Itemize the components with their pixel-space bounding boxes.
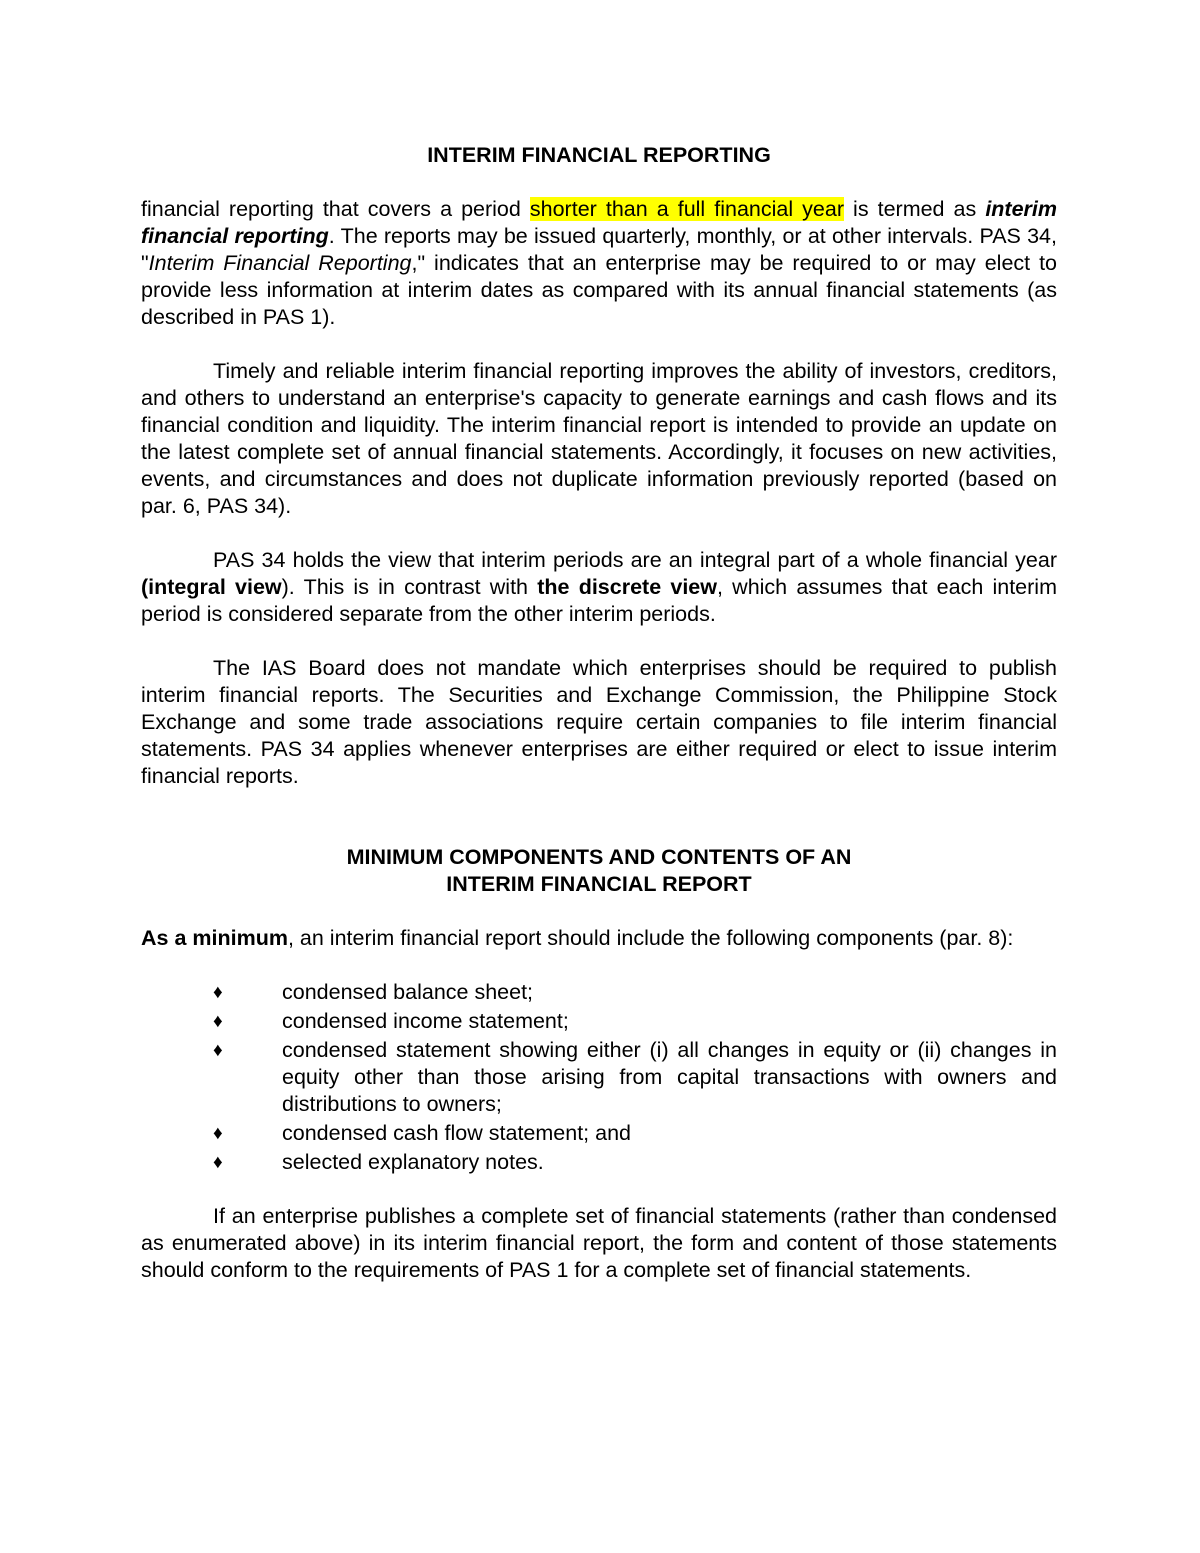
- diamond-bullet-icon: ♦: [213, 982, 223, 1003]
- diamond-bullet-icon: ♦: [213, 1011, 223, 1032]
- list-item: ♦ condensed statement showing either (i) all changes in equity or (ii) changes in equity other than those arising from capital transactions with owners and distributions to owners;: [141, 1037, 1057, 1118]
- list-item: ♦ condensed cash flow statement; and: [141, 1120, 1057, 1147]
- section-heading-line1: MINIMUM COMPONENTS AND CONTENTS OF AN: [346, 845, 852, 869]
- document-title: INTERIM FINANCIAL REPORTING: [427, 143, 771, 167]
- discrete-view-term: the discrete view: [537, 575, 717, 599]
- paragraph-ias-board: The IAS Board does not mandate which enterprises should be required to publish interim financial reports. The Securities and Exchange Commission, the Philippine Stock Exchange and some trade associations require certain companies to file interim financial statements. PAS 34 applies whenever enterprises are either required or elect to issue interim financial reports.: [141, 656, 1057, 788]
- key-term: interim financial reporting: [141, 197, 1057, 248]
- diamond-bullet-icon: ♦: [213, 1123, 223, 1144]
- paragraph-purpose: Timely and reliable interim financial reporting improves the ability of investors, creditors, and others to understand an enterprise's capacity to generate earnings and cash flows and its financial condition and liquidity. The interim financial report is intended to provide an update on the latest complete set of annual financial statements. Accordingly, it focuses on new activities, events, and circumstances and does not duplicate information previously reported (based on par. 6, PAS 34).: [141, 359, 1057, 518]
- minimum-lead: As a minimum: [141, 926, 288, 950]
- highlighted-phrase: shorter than a full financial year: [529, 197, 844, 221]
- paragraph-definition: financial reporting that covers a period shorter than a full financial year is termed as interim financial reporting. The reports may be issued quarterly, monthly, or at other intervals. PAS 34, "Interim Financial Reporting," indicates that an enterprise may be required to or may elect to provide less information at interim dates as compared with its annual financial statements (as described in PAS 1).: [141, 197, 1058, 329]
- paragraph-complete-set: If an enterprise publishes a complete set of financial statements (rather than condensed as enumerated above) in its interim financial report, the form and content of those statements should conform to the requirements of PAS 1 for a complete set of financial statements.: [141, 1204, 1057, 1282]
- list-item: ♦ condensed balance sheet;: [141, 979, 1057, 1006]
- document-body: [141, 142, 1057, 1284]
- section-heading-line2: INTERIM FINANCIAL REPORT: [446, 872, 752, 896]
- components-list: [141, 979, 1057, 1176]
- standard-title: Interim Financial Reporting: [148, 251, 412, 275]
- list-item: ♦ condensed income statement;: [141, 1008, 1057, 1035]
- paragraph-minimum: As a minimum, an interim financial report should include the following components (par. 8):: [141, 926, 1014, 950]
- list-item: ♦ selected explanatory notes.: [141, 1149, 1057, 1176]
- paragraph-integral-view: PAS 34 holds the view that interim periods are an integral part of a whole financial year (integral view). This is in contrast with the discrete view, which assumes that each interim period is considered separate from the other interim periods.: [141, 548, 1057, 626]
- diamond-bullet-icon: ♦: [213, 1040, 223, 1061]
- section-heading: [141, 844, 1057, 898]
- diamond-bullet-icon: ♦: [213, 1152, 223, 1173]
- integral-view-term: (integral view: [141, 575, 282, 599]
